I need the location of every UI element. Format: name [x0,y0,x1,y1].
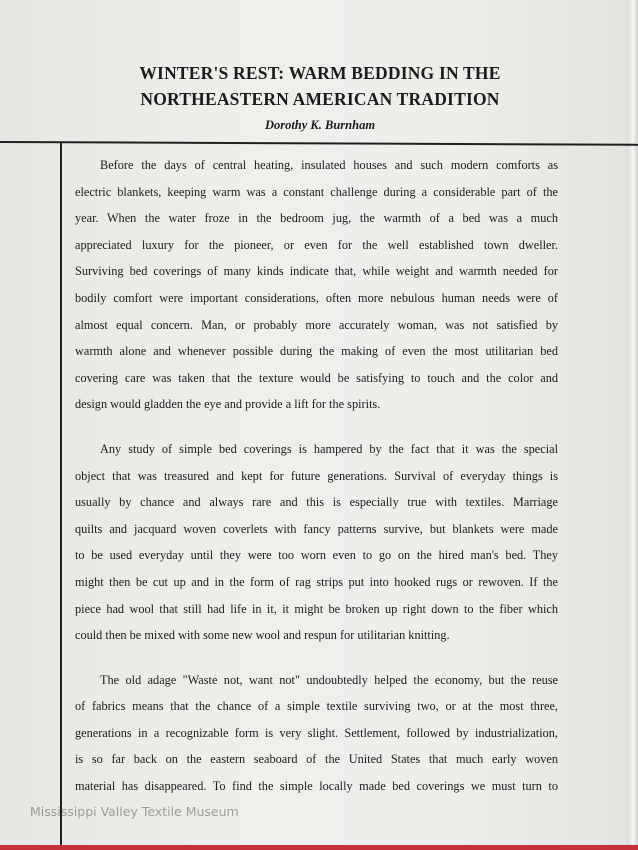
vertical-rule [60,142,62,850]
title-line-2: NORTHEASTERN AMERICAN TRADITION [140,89,500,109]
paragraph-line: is so far back on the eastern seaboard of the United States that much early woven [75,752,558,767]
paragraph-line: piece had wool that still had life in it, it might be broken up right down to the fiber which [75,601,558,616]
paragraph-line: design would gladden the eye and provide a lift for the spirits. [75,397,381,412]
paragraph-line: material has disappeared. To find the simple locally made bed coverings we must turn to [75,779,558,794]
paragraph-line: electric blankets, keeping warm was a constant challenge during a considerable part of the [75,184,558,199]
paragraph-line: year. When the water froze in the bedroom jug, the warmth of a bed was a much [75,211,558,226]
title-line-1: WINTER'S REST: WARM BEDDING IN THE [139,63,501,83]
paragraph-line: The old adage "Waste not, want not" undoubtedly helped the economy, but the reuse [100,672,558,687]
page-stack-edge [626,0,638,850]
paragraph-line: usually by chance and always rare and this is especially true with textiles. Marriage [75,495,558,510]
horizontal-rule [0,141,638,146]
paragraph-line: appreciated luxury for the pioneer, or even for the well established town dweller. [75,237,558,252]
paragraph-line: object that was treasured and kept for future generations. Survival of everyday things is [75,468,558,483]
paragraph-line: Before the days of central heating, insulated houses and such modern comforts as [100,158,558,172]
paragraph-line: to be used everyday until they were too worn even to go on the hired man's bed. They [75,548,558,563]
paragraph-line: Surviving bed coverings of many kinds indicate that, while weight and warmth needed for [75,264,558,279]
paragraph-line: quilts and jacquard woven coverlets with fancy patterns survive, but blankets were made [75,521,558,536]
author-name: Dorothy K. Burnham [264,118,376,132]
paragraph-line: might then be cut up and in the form of rag strips put into hooked rugs or rewoven. If the [75,574,558,589]
paragraph-line: bodily comfort were important considerations, often more nebulous human needs were of [75,290,558,305]
paragraph-line: could then be mixed with some new wool and respun for utilitarian knitting. [75,628,450,643]
red-bottom-edge [0,845,638,850]
watermark: Mississippi Valley Textile Museum [30,804,239,819]
paragraph-line: almost equal concern. Man, or probably more accurately woman, was not satisfied by [75,317,558,332]
paragraph-line: generations in a recognizable form is very slight. Settlement, followed by industrialization, [75,725,558,740]
paragraph-line: warmth alone and whenever possible during the making of even the most utilitarian bed [75,344,558,359]
paragraph-line: covering care was taken that the texture would be satisfying to touch and the color and [75,370,558,385]
body-text [75,152,558,800]
paragraph-line: Any study of simple bed coverings is hampered by the fact that it was the special [100,441,558,456]
document-title [60,60,580,112]
paragraph-line: of fabrics means that the chance of a simple textile surviving two, or at the most three, [75,699,558,714]
